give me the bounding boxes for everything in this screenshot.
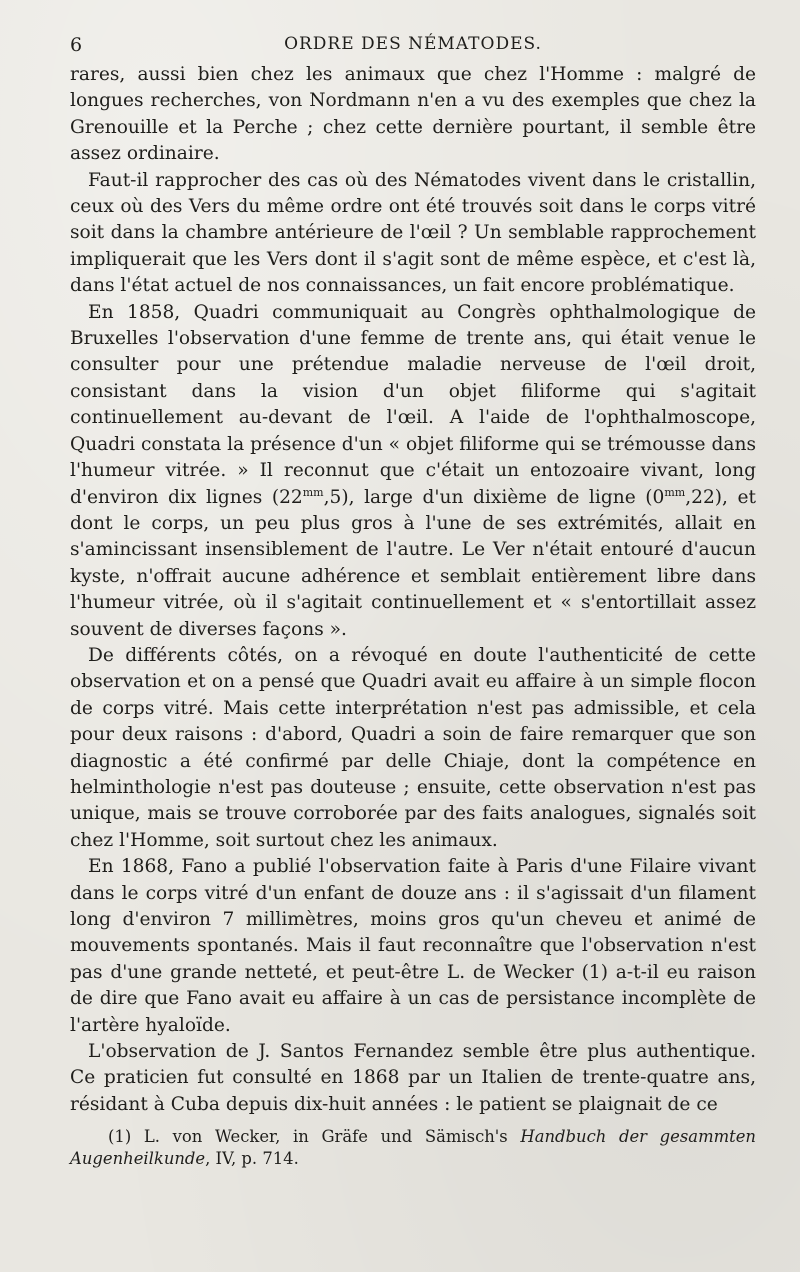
unit-mm-1: mm — [302, 485, 324, 499]
paragraph-3-part-1: En 1858, Quadri communiquait au Congrès ophthalmologique de Bruxelles l'observation d'une femme de trente ans, qui était venue le consulter pour une prétendue maladie nerveuse de l'œil droit, consistant dans la vision d'un objet filiforme qui s'agitait continuellement au-devant de l'œil. A l'aide de l'ophthalmoscope, Quadri constata la présence d'un « objet filiforme qui se trémousse dans l'humeur vitrée. » Il reconnut que c'était un entozoaire vivant, long d'environ dix lignes (22 — [70, 301, 756, 508]
unit-mm-2: mm — [664, 485, 686, 499]
paragraph-3-part-2: ,5), large d'un dixième de ligne (0 — [323, 486, 665, 508]
footnote-title: Handbuch der gesammten Augenheilkunde — [70, 1127, 756, 1169]
paragraph-2: Faut-il rapprocher des cas où des Nématodes vivent dans le cristallin, ceux où des Vers du même ordre ont été trouvés soit dans le corps vitré soit dans la chambre antérieure de l'œil ? Un semblable rapprochement impliquerait que les Vers dont il s'agit sont de même espèce, et c'est là, dans l'état actuel de nos connaissances, un fait encore problématique. — [70, 169, 756, 297]
footnote-suffix: , IV, p. 714. — [205, 1149, 299, 1169]
page-header — [70, 28, 756, 62]
running-title: ORDRE DES NÉMATODES. — [284, 34, 542, 54]
page-number: 6 — [70, 34, 83, 56]
paragraph-5: En 1868, Fano a publié l'observation faite à Paris d'une Filaire vivant dans le corps vitré d'un enfant de douze ans : il s'agissait d'un filament long d'environ 7 millimètres, moins gros qu'un cheveu et animé de mouvements spontanés. Mais il faut reconnaître que l'observation n'est pas d'une grande netteté, et peut-être L. de Wecker (1) a-t-il eu raison de dire que Fano avait eu affaire à un cas de persistance incomplète de l'artère hyaloïde. — [70, 856, 756, 1036]
paragraph-1: rares, aussi bien chez les animaux que chez l'Homme : malgré de longues recherches, von Nordmann n'en a vu des exemples que chez la Grenouille et la Perche ; chez cette dernière pourtant, il semble être assez ordinaire. — [70, 64, 756, 165]
footnote — [70, 1126, 756, 1170]
paragraph-3-part-3: ,22), et dont le corps, un peu plus gros à l'une de ses extrémités, allait en s'amincissant insensiblement de l'autre. Le Ver n'était entouré d'aucun kyste, n'offrait aucune adhérence et semblait entièrement libre dans l'humeur vitrée, où il s'agitait continuellement et « s'entortillait assez souvent de diverses façons ». — [70, 486, 756, 640]
footnote-prefix: (1) L. von Wecker, in Gräfe und Sämisch's — [108, 1127, 521, 1147]
paragraph-4: De différents côtés, on a révoqué en doute l'authenticité de cette observation et on a pensé que Quadri avait eu affaire à un simple flocon de corps vitré. Mais cette interprétation n'est pas admissible, et cela pour deux raisons : d'abord, Quadri a soin de faire remarquer que son diagnostic a été confirmé par delle Chiaje, dont la compétence en helminthologie n'est pas douteuse ; ensuite, cette observation n'est pas unique, mais se trouve corroborée par des faits analogues, signalés soit chez l'Homme, soit surtout chez les animaux. — [70, 644, 756, 851]
main-text — [70, 62, 756, 1118]
paragraph-3 — [70, 300, 756, 643]
paragraph-6: L'observation de J. Santos Fernandez semble être plus authentique. Ce praticien fut consulté en 1868 par un Italien de trente-quatre ans, résidant à Cuba depuis dix-huit années : le patient se plaignait de ce — [70, 1041, 756, 1115]
